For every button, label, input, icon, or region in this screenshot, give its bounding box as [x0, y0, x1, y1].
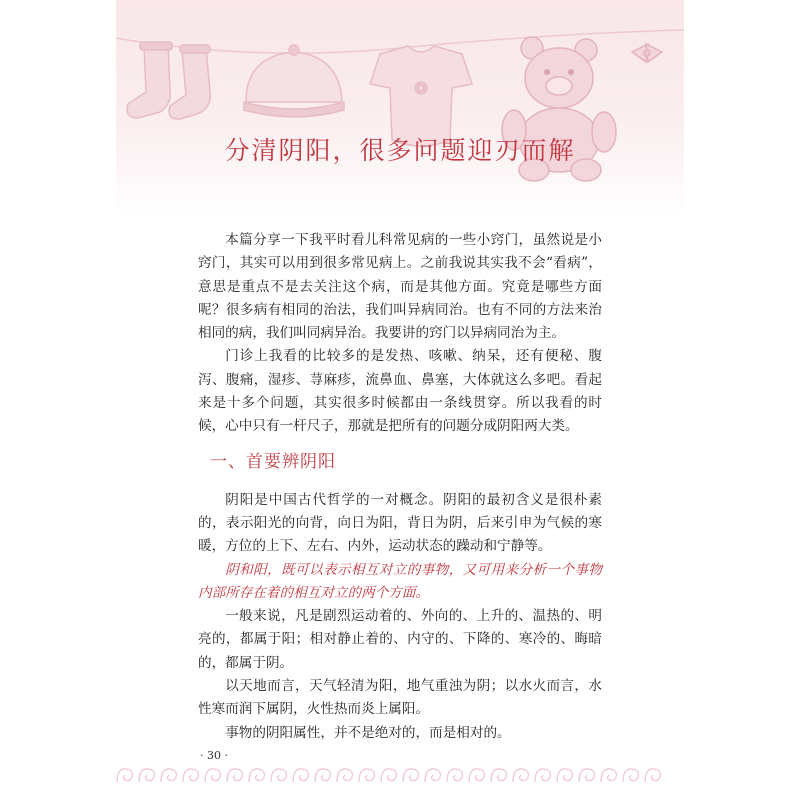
sock-icon [127, 42, 210, 119]
baby-hat-icon [244, 45, 344, 117]
spiral-ornament [183, 769, 198, 782]
section-heading: 一、首要辨阴阳 [210, 451, 336, 472]
spiral-ornament [447, 769, 462, 782]
paragraph: 阴阳是中国古代哲学的一对概念。阴阳的最初含义是很朴素的，表示阳光的向背，向日为阳，背日为阴，后来引申为气候的寒暖，方位的上下、左右、内外，运动状态的躁动和宁静等。 [198, 491, 602, 555]
spiral-ornament [249, 769, 264, 782]
spiral-border-icon [116, 760, 684, 790]
spiral-ornament [315, 769, 330, 782]
spiral-ornament [535, 769, 550, 782]
spiral-ornament [161, 769, 176, 782]
spiral-ornament [293, 769, 308, 782]
spiral-ornament [601, 769, 616, 782]
spiral-ornament [271, 769, 286, 782]
body-text [198, 229, 602, 745]
paragraph: 门诊上我看的比较多的是发热、咳嗽、纳呆，还有便秘、腹泻、腹痛，湿疹、荨麻疹，流鼻血、鼻塞，大体就这么多吧。看起来是十多个问题，其实很多时候都由一条线贯穿。所以我看的时候，心中只有一杆尺子，那就是把所有的问题分成阴阳两大类。 [198, 348, 602, 435]
spiral-ornament [579, 769, 594, 782]
spiral-ornament [425, 769, 440, 782]
chapter-title: 分清阴阳，很多问题迎刃而解 [224, 136, 576, 165]
spiral-ornament [117, 769, 132, 782]
header-illustration [116, 0, 684, 215]
book-page [116, 0, 684, 800]
spiral-ornament [381, 769, 396, 782]
spiral-ornament [359, 769, 374, 782]
spiral-ornament [623, 769, 638, 782]
paragraph: 一般来说，凡是剧烈运动着的、外向的、上升的、温热的、明亮的，都属于阳；相对静止着的、内守的、下降的、寒冷的、晦暗的，都属于阴。 [198, 608, 602, 671]
spiral-ornament [557, 769, 572, 782]
spiral-ornament [337, 769, 352, 782]
highlighted-quote: 阴和阳，既可以表示相互对立的事物，又可用来分析一个事物内部所存在着的相互对立的两个方面。 [198, 561, 602, 601]
spiral-ornament [645, 769, 660, 782]
spiral-ornament [403, 769, 418, 782]
bow-icon [632, 44, 662, 62]
paragraph: 事物的阴阳属性，并不是绝对的，而是相对的。 [225, 724, 511, 741]
paragraph: 本篇分享一下我平时看儿科常见病的一些小窍门，虽然说是小窍门，其实可以用到很多常见病上。之前我说其实我不会“看病”，意思是重点不是去关注这个病，而是其他方面。究竟是哪些方面呢？很多病有相同的治法，我们叫异病同治。也有不同的方法来治相同的病，我们叫同病异治。我要讲的窍门以异病同治为主。 [198, 232, 602, 342]
spiral-ornament [513, 769, 528, 782]
spiral-ornament [205, 769, 220, 782]
spiral-ornament [491, 769, 506, 782]
paragraph: 以天地而言，天气轻清为阳，地气重浊为阴；以水火而言，水性寒而润下属阴，火性热而炎上属阳。 [198, 678, 602, 718]
page-number: · 30 · [200, 749, 228, 762]
spiral-ornament [139, 769, 154, 782]
spiral-ornament [469, 769, 484, 782]
spiral-ornament [227, 769, 242, 782]
